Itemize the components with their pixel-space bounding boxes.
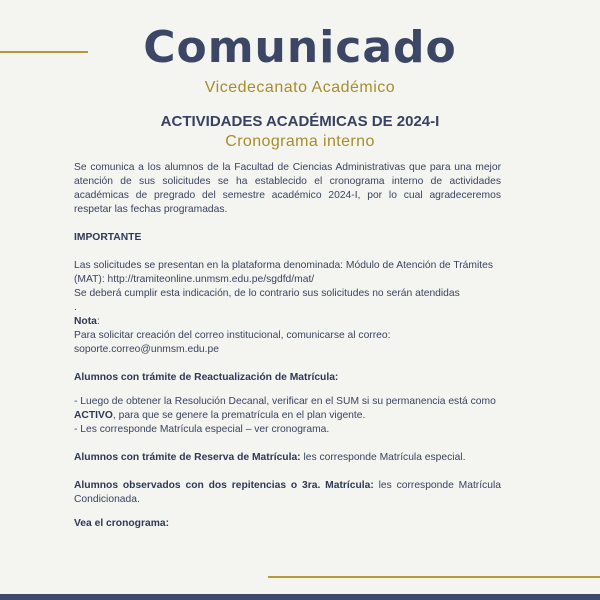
intro-paragraph: Se comunica a los alumnos de la Facultad de Ciencias Administrativas que para una mejor atención de sus solicitudes se ha establecido el cronograma interno de actividades académicas de pregrado del semestre académico 2024-I, por lo cual agradeceremos respetar las fechas programadas. (74, 162, 501, 215)
bottom-decorative-line (268, 576, 600, 578)
reactualizacion-line1 (74, 395, 501, 423)
importante-line2: Se deberá cumplir esta indicación, de lo contrario sus solicitudes no serán atendidas (74, 288, 460, 299)
reserva-paragraph (74, 451, 501, 465)
nota-heading (74, 315, 501, 329)
reserva-text: les corresponde Matrícula especial. (300, 452, 466, 463)
observados-label: Alumnos observados con dos repitencias o 3ra. Matrícula: (74, 480, 374, 491)
importante-label: IMPORTANTE (74, 232, 142, 243)
body-content (74, 161, 501, 531)
nota-text: Para solicitar creación del correo institucional, comunicarse al correo: soporte.correo@unmsm.edu.pe (74, 330, 391, 355)
bottom-bar (0, 594, 600, 600)
reserva-label: Alumnos con trámite de Reserva de Matrícula: (74, 452, 301, 463)
nota-colon: : (96, 316, 100, 327)
activo-text: ACTIVO (74, 410, 113, 421)
reactualizacion-line1-b: , para que se genere la prematrícula en el plan vigente. (112, 410, 366, 421)
section-subheading: Cronograma interno (225, 133, 375, 150)
reactualizacion-line2: - Les corresponde Matrícula especial – ver cronograma. (74, 424, 330, 435)
reactualizacion-line1-a: - Luego de obtener la Resolución Decanal, verificar en el SUM si su permanencia está como (74, 396, 496, 407)
observados-text: les corresponde Matrícula Condicionada. (74, 480, 501, 505)
section-heading: ACTIVIDADES ACADÉMICAS DE 2024-I (160, 113, 440, 130)
page-title: Comunicado (143, 22, 457, 73)
reactualizacion-title: Alumnos con trámite de Reactualización de Matrícula: (74, 372, 339, 383)
page-subtitle: Vicedecanato Académico (204, 79, 396, 96)
nota-label: Nota (74, 316, 97, 327)
cronograma-label: Vea el cronograma: (74, 518, 169, 529)
importante-line1: Las solicitudes se presentan en la plataforma denominada: Módulo de Atención de Trámites (MAT): http://tramiteonline.unmsm.edu.pe/sgdfd/mat/ (74, 260, 493, 285)
importante-line3: . (74, 302, 77, 313)
observados-paragraph (74, 479, 501, 507)
